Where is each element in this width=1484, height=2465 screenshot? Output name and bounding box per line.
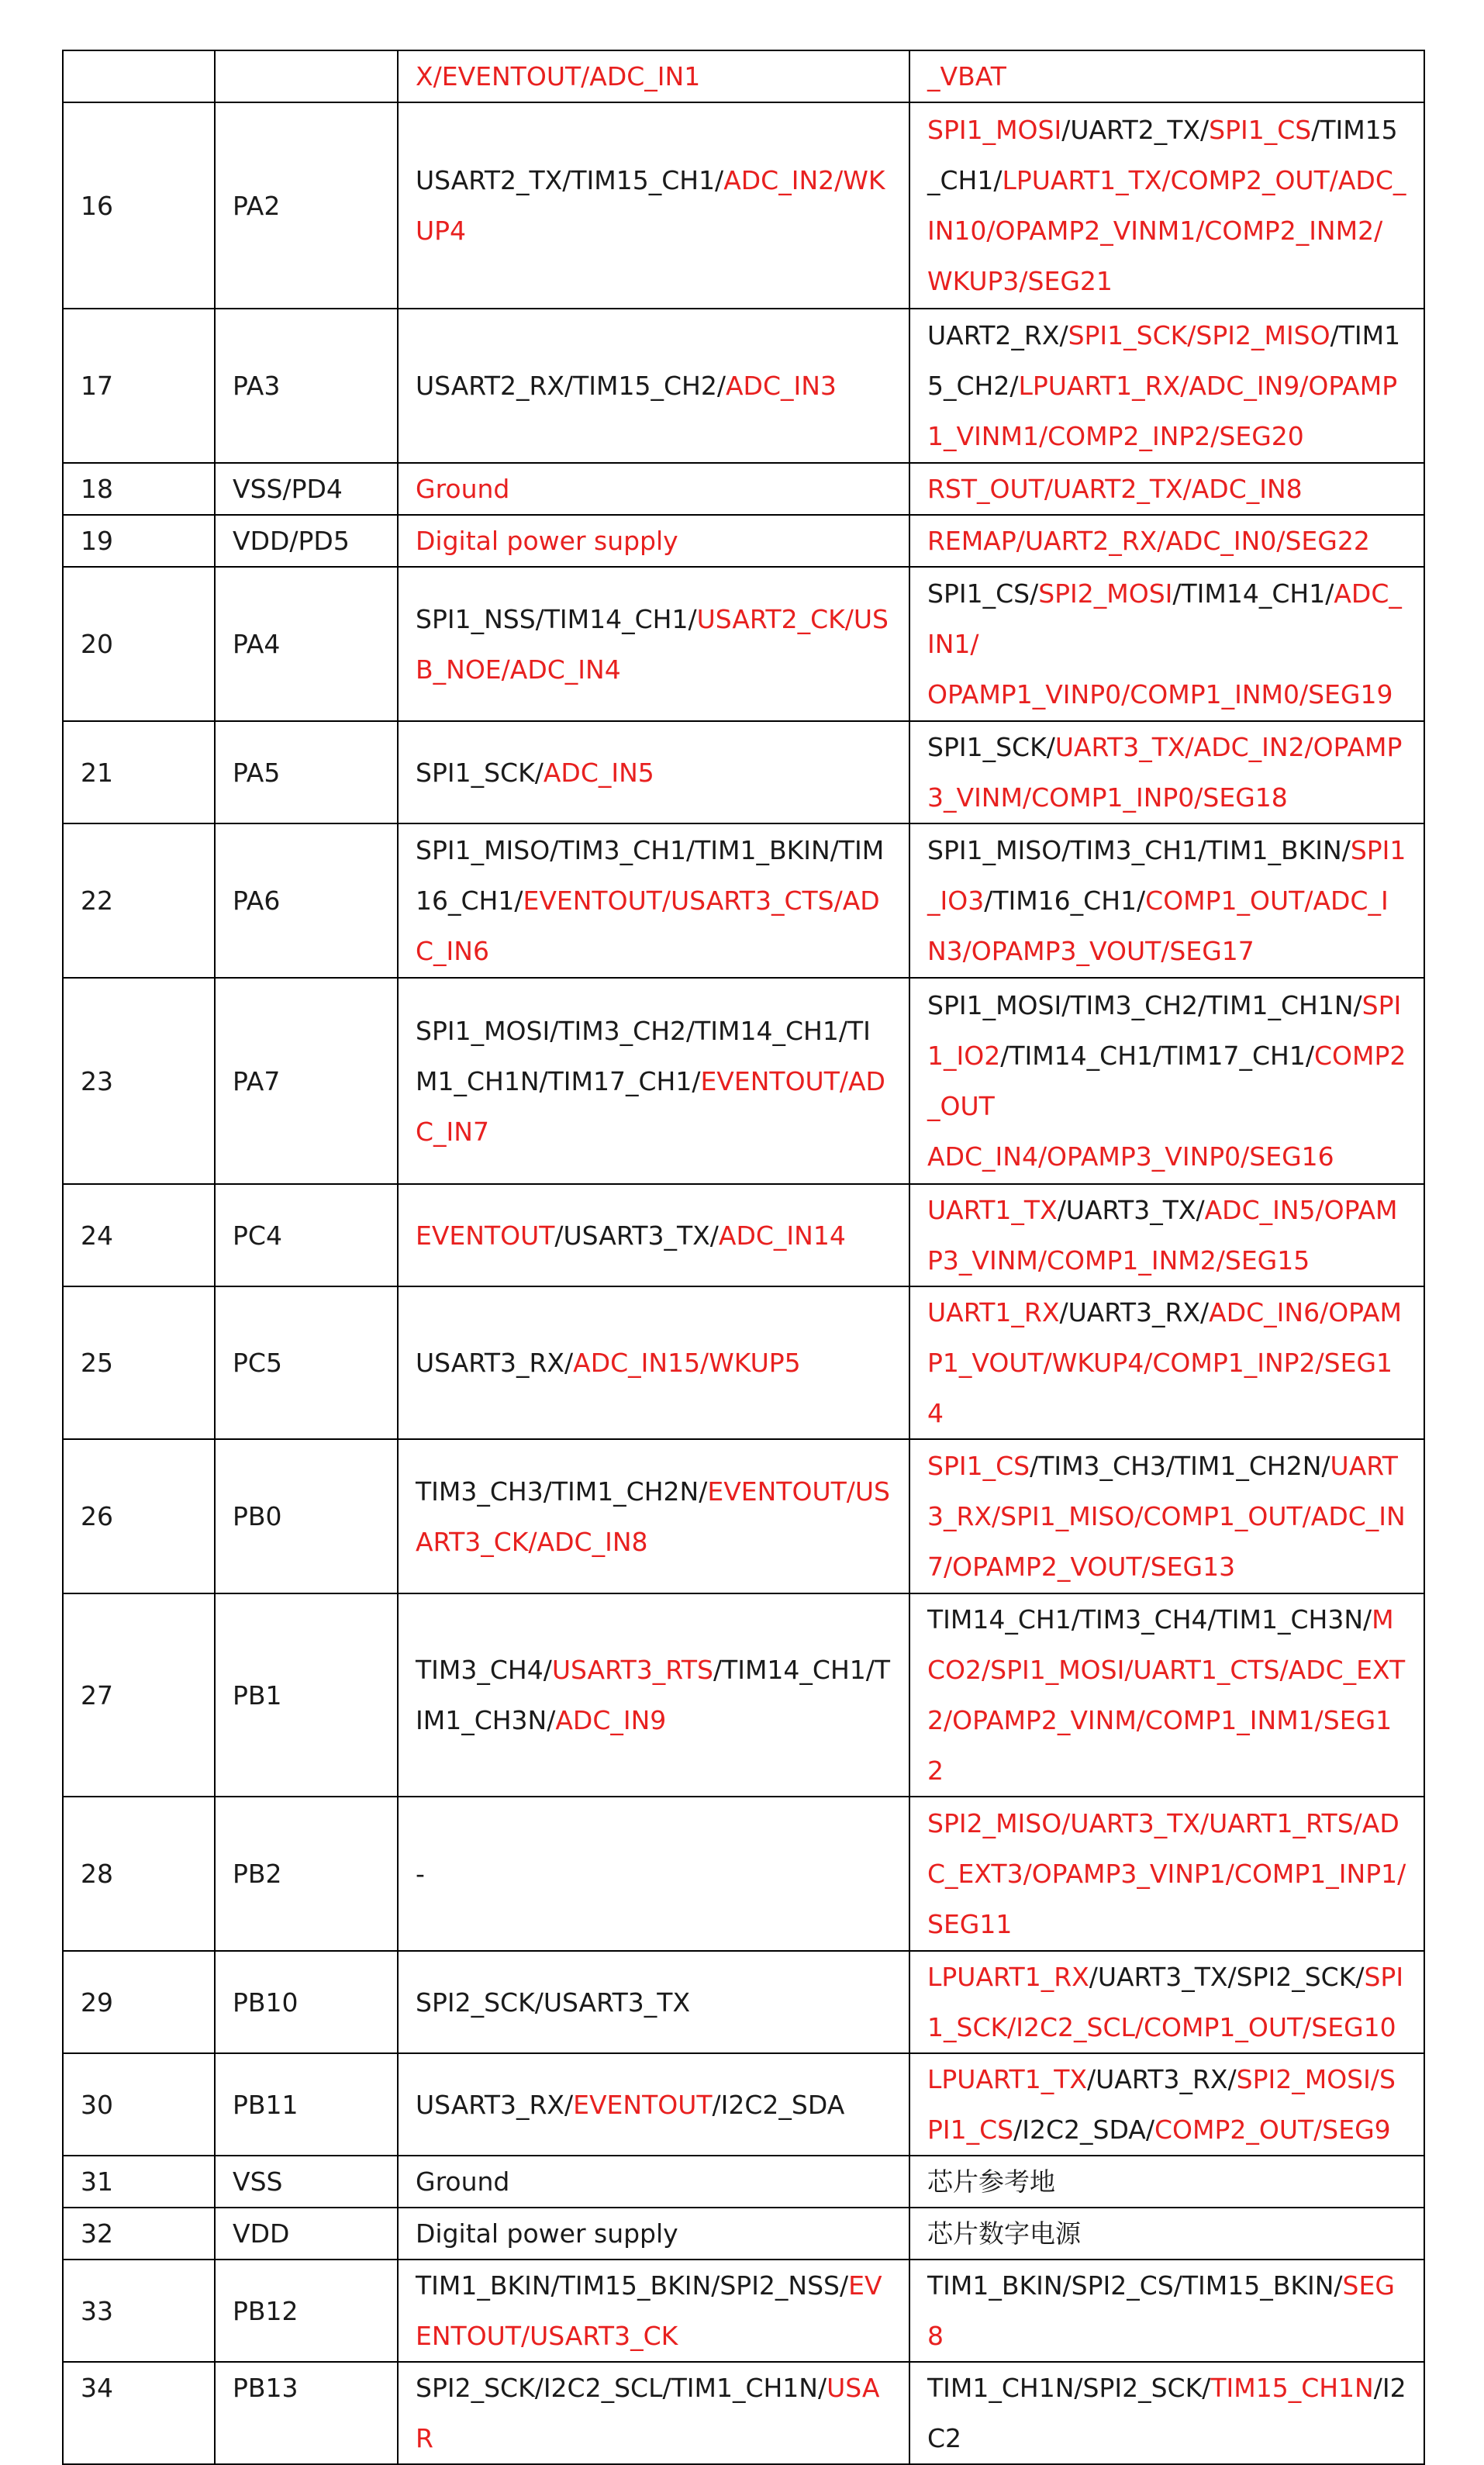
table-row	[63, 1439, 1424, 1593]
pin-name-cell: PB0	[215, 1439, 398, 1593]
text-segment: COMP2_OUT	[927, 1041, 1406, 1121]
text-segment: UART1_RX	[927, 1297, 1060, 1327]
text-segment: MCO2/SPI1_MOSI/UART1_CTS/ADC_EXT2/OPAMP2_VINM/COMP1_INM1/SEG12	[927, 1604, 1406, 1786]
text-segment: LPUART1_TX	[927, 2064, 1087, 2094]
pin-name-cell	[215, 50, 398, 102]
pin-number-cell: 22	[63, 823, 215, 978]
text-segment: -	[416, 1859, 425, 1889]
alternate-function-cell	[909, 721, 1424, 823]
text-segment: TIM3_CH3/TIM1_CH2N/	[416, 1476, 708, 1507]
pin-name-cell: PB11	[215, 2053, 398, 2156]
alternate-function-cell	[909, 2362, 1424, 2464]
pin-name-cell: PB2	[215, 1797, 398, 1951]
function-cell	[398, 1439, 909, 1593]
function-cell	[398, 1593, 909, 1797]
pin-number-cell: 25	[63, 1286, 215, 1439]
pin-number-cell: 30	[63, 2053, 215, 2156]
text-segment: Ground	[416, 474, 510, 504]
pin-name-cell: PB13	[215, 2362, 398, 2464]
function-cell	[398, 1184, 909, 1286]
function-cell	[398, 1797, 909, 1951]
table-row	[63, 2208, 1424, 2260]
text-segment: USAR	[416, 2373, 880, 2453]
alternate-function-cell	[909, 1184, 1424, 1286]
pin-number-cell: 23	[63, 978, 215, 1184]
text-segment: LPUART1_RX/ADC_IN9/OPAMP1_VINM1/COMP2_INP2/SEG20	[927, 371, 1398, 451]
text-segment: RST_OUT/UART2_TX/ADC_IN8	[927, 474, 1303, 504]
pin-name-cell: PA5	[215, 721, 398, 823]
table-row	[63, 823, 1424, 978]
text-segment: SPI1_MOSI/TIM3_CH2/TIM1_CH1N/	[927, 990, 1362, 1020]
table-row	[63, 50, 1424, 102]
pin-name-cell: VSS/PD4	[215, 463, 398, 515]
function-cell	[398, 2156, 909, 2208]
text-segment: SPI1_CS/	[927, 578, 1039, 609]
pin-name-cell: PA4	[215, 567, 398, 721]
alternate-function-cell	[909, 1593, 1424, 1797]
alternate-function-cell	[909, 1286, 1424, 1439]
text-segment: REMAP/UART2_RX/ADC_IN0/SEG22	[927, 526, 1370, 556]
table-row	[63, 1797, 1424, 1951]
function-cell	[398, 2362, 909, 2464]
text-segment: ADC_IN15/WKUP5	[573, 1348, 801, 1378]
pin-name-cell: PB12	[215, 2260, 398, 2362]
text-segment: ADC_IN3	[725, 371, 837, 401]
pin-number-cell: 19	[63, 515, 215, 567]
table-row	[63, 1593, 1424, 1797]
text-segment: /USART3_TX/	[554, 1220, 719, 1251]
table-row	[63, 2260, 1424, 2362]
pin-table-body	[63, 50, 1424, 2464]
function-cell	[398, 2053, 909, 2156]
text-segment: EVENTOUT	[416, 1220, 555, 1251]
text-segment: SPI1_MOSI/TIM3_CH2/TIM14_CH1/TIM1_CH1N/TIM17_CH1/	[416, 1015, 871, 1096]
alternate-function-cell	[909, 309, 1424, 463]
text-segment: /TIM3_CH3/TIM1_CH2N/	[1030, 1451, 1330, 1481]
pin-name-cell: VDD	[215, 2208, 398, 2260]
text-segment: X/EVENTOUT/ADC_IN1	[416, 61, 701, 91]
text-segment: /I2C2_SDA/	[1013, 2115, 1154, 2145]
text-segment: /UART2_TX/	[1061, 115, 1210, 145]
alternate-function-cell	[909, 2053, 1424, 2156]
text-segment: TIM1_CH1N/SPI2_SCK/	[927, 2373, 1211, 2403]
alternate-function-cell	[909, 515, 1424, 567]
text-segment: SPI2_MOSI	[1038, 578, 1173, 609]
table-row	[63, 721, 1424, 823]
text-segment: SPI1_IO3	[927, 835, 1406, 916]
text-segment: ADC_IN2/WKUP4	[416, 165, 885, 246]
alternate-function-cell	[909, 823, 1424, 978]
text-segment: TIM1_BKIN/SPI2_CS/TIM15_BKIN/	[927, 2270, 1343, 2301]
text-segment: 芯片数字电源	[927, 2218, 1081, 2249]
text-segment: SPI1_MISO/TIM3_CH1/TIM1_BKIN/	[927, 835, 1351, 865]
table-row	[63, 2156, 1424, 2208]
text-segment: USART2_TX/TIM15_CH1/	[416, 165, 724, 195]
function-cell	[398, 1951, 909, 2053]
text-segment: EVENTOUT/USART3_CTS/ADC_IN6	[416, 886, 880, 966]
function-cell	[398, 823, 909, 978]
text-segment: UART1_TX	[927, 1195, 1058, 1225]
pin-number-cell: 18	[63, 463, 215, 515]
text-segment: SPI1_CS	[927, 1451, 1030, 1481]
pin-name-cell: PB10	[215, 1951, 398, 2053]
alternate-function-cell	[909, 2260, 1424, 2362]
pin-name-cell: PB1	[215, 1593, 398, 1797]
text-segment: /TIM15_CH2/	[927, 320, 1401, 401]
table-row	[63, 463, 1424, 515]
pin-number-cell	[63, 50, 215, 102]
text-segment: TIM14_CH1/TIM3_CH4/TIM1_CH3N/	[927, 1604, 1372, 1635]
text-segment: SPI1_NSS/TIM14_CH1/	[416, 603, 697, 634]
text-segment: /UART3_RX/	[1059, 1297, 1210, 1327]
alternate-function-cell	[909, 567, 1424, 721]
alternate-function-cell	[909, 2156, 1424, 2208]
text-segment: USART3_RX/	[416, 2089, 574, 2120]
text-segment: Ground	[416, 2166, 510, 2197]
text-segment: SPI1_MOSI	[927, 115, 1062, 145]
pin-number-cell: 24	[63, 1184, 215, 1286]
text-segment: TIM3_CH4/	[416, 1655, 552, 1685]
text-segment: ADC_IN6/OPAMP1_VOUT/WKUP4/COMP1_INP2/SEG14	[927, 1297, 1403, 1428]
text-segment: SPI1_CS	[1209, 115, 1312, 145]
table-row	[63, 567, 1424, 721]
text-segment: USART2_RX/TIM15_CH2/	[416, 371, 726, 401]
text-segment: SPI1_SCK/	[416, 757, 544, 788]
text-segment: SEG8	[927, 2270, 1395, 2351]
pin-number-cell: 16	[63, 102, 215, 309]
text-segment: UART3_RX/SPI1_MISO/COMP1_OUT/ADC_IN7/OPAMP2_VOUT/SEG13	[927, 1451, 1406, 1582]
text-segment: SPI1_MISO/TIM3_CH1/TIM1_BKIN/TIM16_CH1/	[416, 835, 885, 916]
text-segment: ADC_IN1/	[927, 578, 1402, 659]
pin-name-cell: VDD/PD5	[215, 515, 398, 567]
text-segment: USART2_CK/USB_NOE/ADC_IN4	[416, 603, 889, 685]
text-segment: SPI1_IO2	[927, 990, 1402, 1071]
text-segment: SPI2_MOSI/SPI1_CS	[927, 2064, 1396, 2145]
alternate-function-cell	[909, 2208, 1424, 2260]
text-segment: EVENTOUT	[573, 2089, 713, 2120]
text-segment: USART3_RX/	[416, 1348, 574, 1378]
text-segment: /TIM15_CH1/	[927, 115, 1398, 195]
pin-name-cell: PA3	[215, 309, 398, 463]
pin-name-cell: PC5	[215, 1286, 398, 1439]
function-cell	[398, 2208, 909, 2260]
text-segment: COMP1_OUT/ADC_IN3/OPAMP3_VOUT/SEG17	[927, 886, 1389, 966]
text-segment: ADC_IN9	[555, 1705, 667, 1735]
text-segment: SPI2_SCK/USART3_TX	[416, 1987, 691, 2018]
text-segment: ADC_IN14	[718, 1220, 846, 1251]
function-cell	[398, 50, 909, 102]
table-row	[63, 2053, 1424, 2156]
text-segment: /I2C2	[927, 2373, 1406, 2453]
pin-name-cell: PA2	[215, 102, 398, 309]
alternate-function-cell	[909, 463, 1424, 515]
pin-number-cell: 28	[63, 1797, 215, 1951]
pin-name-cell: PA6	[215, 823, 398, 978]
text-segment: EVENTOUT/USART3_CK	[416, 2270, 882, 2351]
table-row	[63, 309, 1424, 463]
text-segment: TIM1_BKIN/TIM15_BKIN/SPI2_NSS/	[416, 2270, 849, 2301]
pin-number-cell: 27	[63, 1593, 215, 1797]
text-segment: Digital power supply	[416, 526, 678, 556]
alternate-function-cell	[909, 50, 1424, 102]
pin-number-cell: 32	[63, 2208, 215, 2260]
text-segment: COMP2_OUT/SEG9	[1154, 2115, 1391, 2145]
text-segment: TIM15_CH1N	[1210, 2373, 1374, 2403]
text-segment: USART3_RTS	[551, 1655, 713, 1685]
text-segment: SPI1_SCK/SPI2_MISO	[1068, 320, 1330, 350]
pin-number-cell: 29	[63, 1951, 215, 2053]
function-cell	[398, 721, 909, 823]
table-row	[63, 1184, 1424, 1286]
pin-number-cell: 31	[63, 2156, 215, 2208]
text-segment: EVENTOUT/ADC_IN7	[416, 1065, 885, 1147]
pin-name-cell: VSS	[215, 2156, 398, 2208]
text-segment: /UART3_RX/	[1086, 2064, 1237, 2094]
text-segment: UART2_RX/	[927, 320, 1068, 350]
table-row	[63, 102, 1424, 309]
pin-number-cell: 20	[63, 567, 215, 721]
pin-number-cell: 34	[63, 2362, 215, 2464]
text-segment: Digital power supply	[416, 2218, 678, 2249]
table-row	[63, 1951, 1424, 2053]
text-segment: ADC_IN4/OPAMP3_VINP0/SEG16	[927, 1141, 1334, 1172]
function-cell	[398, 2260, 909, 2362]
text-segment: LPUART1_RX	[927, 1962, 1089, 1992]
pin-number-cell: 21	[63, 721, 215, 823]
function-cell	[398, 102, 909, 309]
text-segment: 芯片参考地	[927, 2166, 1055, 2197]
text-segment: /TIM14_CH1/TIM1_CH3N/	[416, 1655, 891, 1735]
function-cell	[398, 1286, 909, 1439]
table-row	[63, 2362, 1424, 2464]
function-cell	[398, 567, 909, 721]
function-cell	[398, 515, 909, 567]
function-cell	[398, 463, 909, 515]
text-segment: /TIM14_CH1/	[1172, 578, 1334, 609]
text-segment: /I2C2_SDA	[712, 2089, 845, 2120]
text-segment: SPI2_MISO/UART3_TX/UART1_RTS/ADC_EXT3/OPAMP3_VINP1/COMP1_INP1/SEG11	[927, 1808, 1406, 1939]
text-segment: /UART3_TX/	[1057, 1195, 1205, 1225]
alternate-function-cell	[909, 1439, 1424, 1593]
pin-number-cell: 26	[63, 1439, 215, 1593]
text-segment: EVENTOUT/USART3_CK/ADC_IN8	[416, 1476, 890, 1557]
text-segment: _VBAT	[927, 61, 1006, 91]
table-row	[63, 515, 1424, 567]
text-segment: /UART3_TX/SPI2_SCK/	[1089, 1962, 1365, 1992]
text-segment: LPUART1_TX/COMP2_OUT/ADC_IN10/OPAMP2_VINM1/COMP2_INM2/WKUP3/SEG21	[927, 165, 1406, 296]
text-segment: ADC_IN5/OPAMP3_VINM/COMP1_INM2/SEG15	[927, 1195, 1398, 1276]
text-segment: /TIM16_CH1/	[984, 886, 1146, 916]
pin-name-cell: PA7	[215, 978, 398, 1184]
pin-definition-table	[62, 50, 1425, 2465]
text-segment: SPI2_SCK/I2C2_SCL/TIM1_CH1N/	[416, 2373, 827, 2403]
alternate-function-cell	[909, 978, 1424, 1184]
text-segment: /TIM14_CH1/TIM17_CH1/	[1000, 1041, 1314, 1071]
alternate-function-cell	[909, 1797, 1424, 1951]
pin-name-cell: PC4	[215, 1184, 398, 1286]
table-row	[63, 1286, 1424, 1439]
pin-number-cell: 33	[63, 2260, 215, 2362]
alternate-function-cell	[909, 1951, 1424, 2053]
pin-number-cell: 17	[63, 309, 215, 463]
function-cell	[398, 978, 909, 1184]
text-segment: SPI1_SCK/I2C2_SCL/COMP1_OUT/SEG10	[927, 1962, 1404, 2042]
text-segment: OPAMP1_VINP0/COMP1_INM0/SEG19	[927, 679, 1393, 709]
function-cell	[398, 309, 909, 463]
alternate-function-cell	[909, 102, 1424, 309]
text-segment: ADC_IN5	[543, 757, 654, 788]
text-segment: UART3_TX/ADC_IN2/OPAMP3_VINM/COMP1_INP0/SEG18	[927, 732, 1403, 813]
table-row	[63, 978, 1424, 1184]
text-segment: SPI1_SCK/	[927, 732, 1055, 762]
